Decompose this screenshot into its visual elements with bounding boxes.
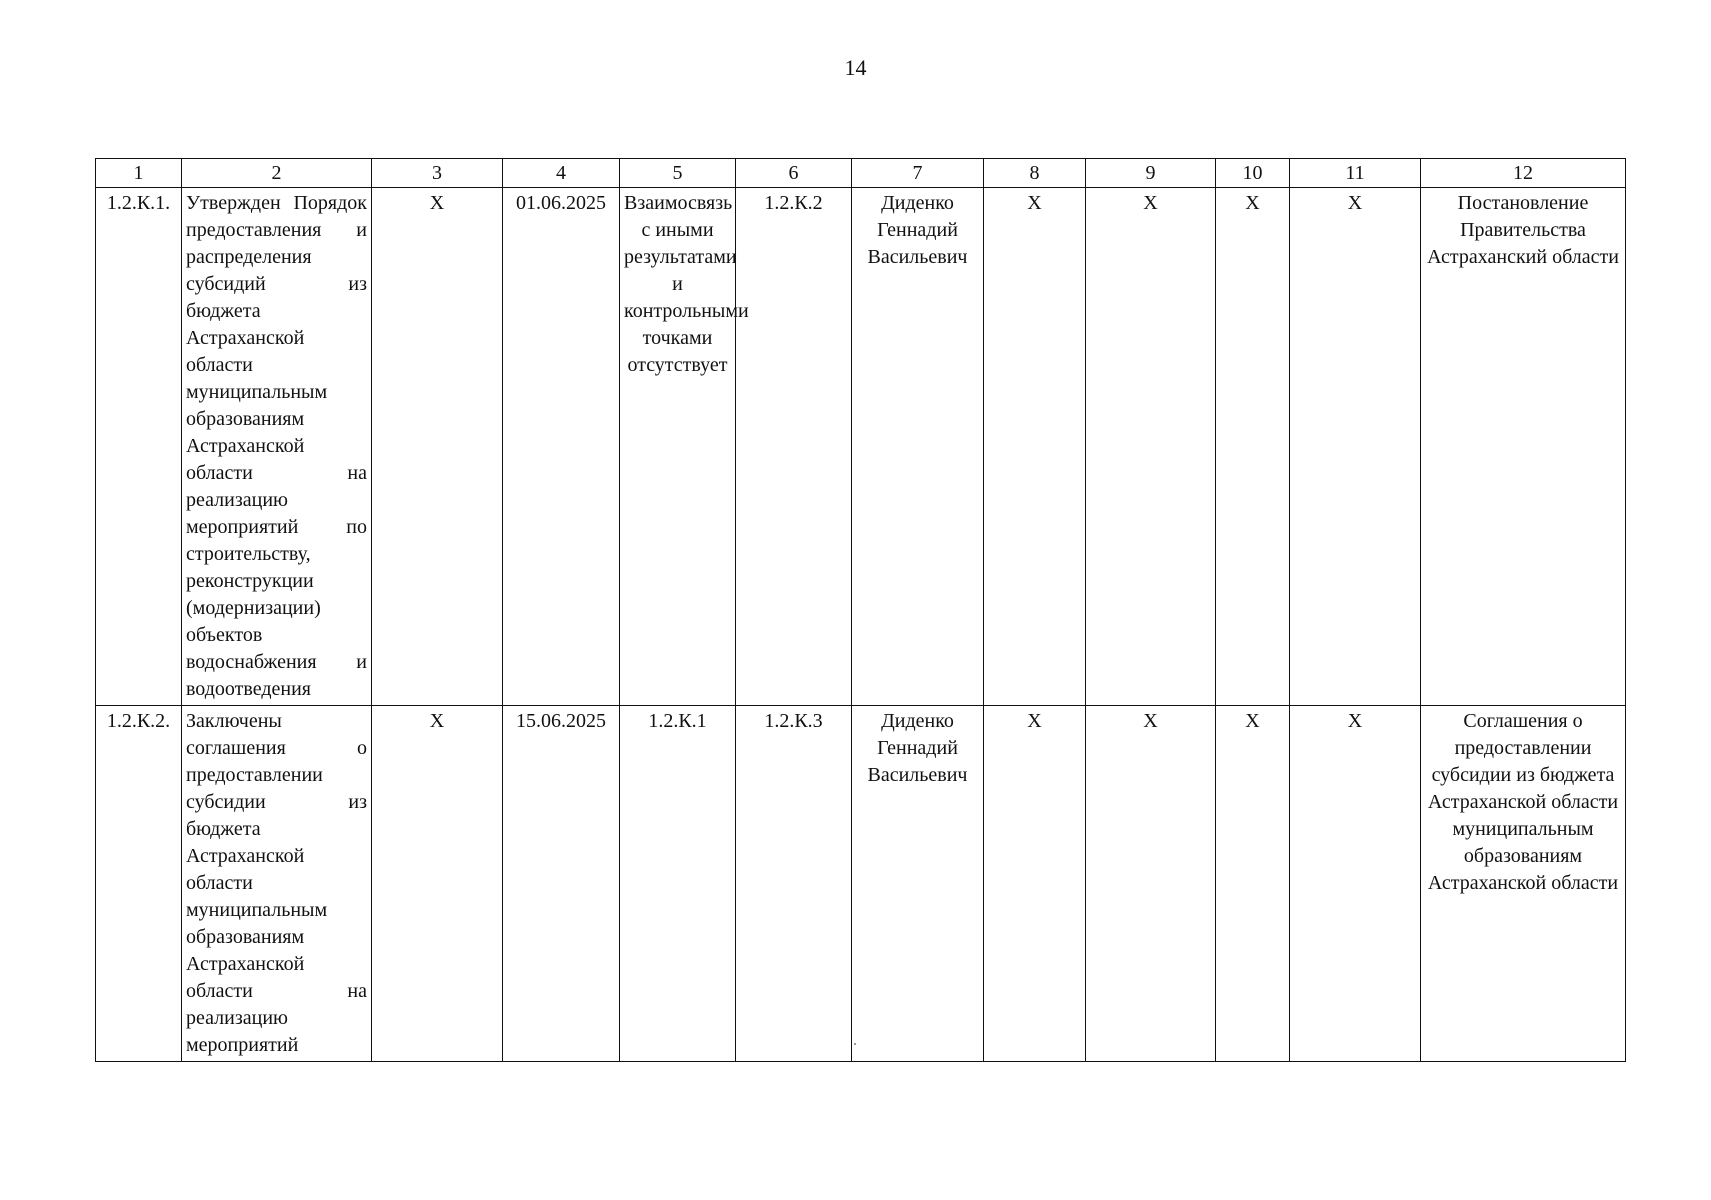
column-header: 5 (620, 159, 736, 188)
cell-col8: Х (984, 706, 1086, 1062)
column-header: 4 (503, 159, 620, 188)
cell-col11: Х (1290, 706, 1421, 1062)
cell-col11: Х (1290, 188, 1421, 706)
column-header: 7 (852, 159, 984, 188)
control-points-table (95, 158, 1626, 1062)
row-responsible: Диденко Геннадий Васильевич (852, 706, 984, 1062)
column-header: 9 (1086, 159, 1216, 188)
row-relation: 1.2.К.1 (620, 706, 736, 1062)
row-document: Соглашения о предоставлении субсидии из бюджета Астраханской области муниципальным образованиям Астраханской области (1421, 706, 1626, 1062)
row-code: 1.2.К.2. (96, 706, 182, 1062)
row-next-point: 1.2.К.3 (736, 706, 852, 1062)
table-row (96, 188, 1626, 706)
column-header: 2 (182, 159, 372, 188)
row-document: Постановление Правительства Астраханский области (1421, 188, 1626, 706)
scan-speck (854, 1043, 856, 1045)
column-header: 12 (1421, 159, 1626, 188)
cell-col9: Х (1086, 188, 1216, 706)
row-code: 1.2.К.1. (96, 188, 182, 706)
column-header: 8 (984, 159, 1086, 188)
column-number-row (96, 159, 1626, 188)
column-header: 3 (372, 159, 503, 188)
cell-col10: Х (1216, 706, 1290, 1062)
table-row (96, 706, 1626, 1062)
row-description: Утвержден Порядок предоставления и распределения субсидий из бюджета Астраханской области муниципальным образованиям Астраханской области на реализацию мероприятий по строительству, реконструкции (модернизации) объектов водоснабжения и водоотведения (182, 188, 372, 706)
column-header: 6 (736, 159, 852, 188)
cell-col9: Х (1086, 706, 1216, 1062)
column-header: 11 (1290, 159, 1421, 188)
cell-col10: Х (1216, 188, 1290, 706)
row-relation: Взаимосвязь с иными результатами и контрольными точками отсутствует (620, 188, 736, 706)
row-next-point: 1.2.К.2 (736, 188, 852, 706)
row-description: Заключены соглашения о предоставлении субсидии из бюджета Астраханской области муниципальным образованиям Астраханской области на реализацию мероприятий (182, 706, 372, 1062)
cell-col3: Х (372, 706, 503, 1062)
column-header: 10 (1216, 159, 1290, 188)
column-header: 1 (96, 159, 182, 188)
row-responsible: Диденко Геннадий Васильевич (852, 188, 984, 706)
cell-col3: Х (372, 188, 503, 706)
row-date: 01.06.2025 (503, 188, 620, 706)
row-date: 15.06.2025 (503, 706, 620, 1062)
page-number: 14 (844, 55, 867, 80)
cell-col8: Х (984, 188, 1086, 706)
